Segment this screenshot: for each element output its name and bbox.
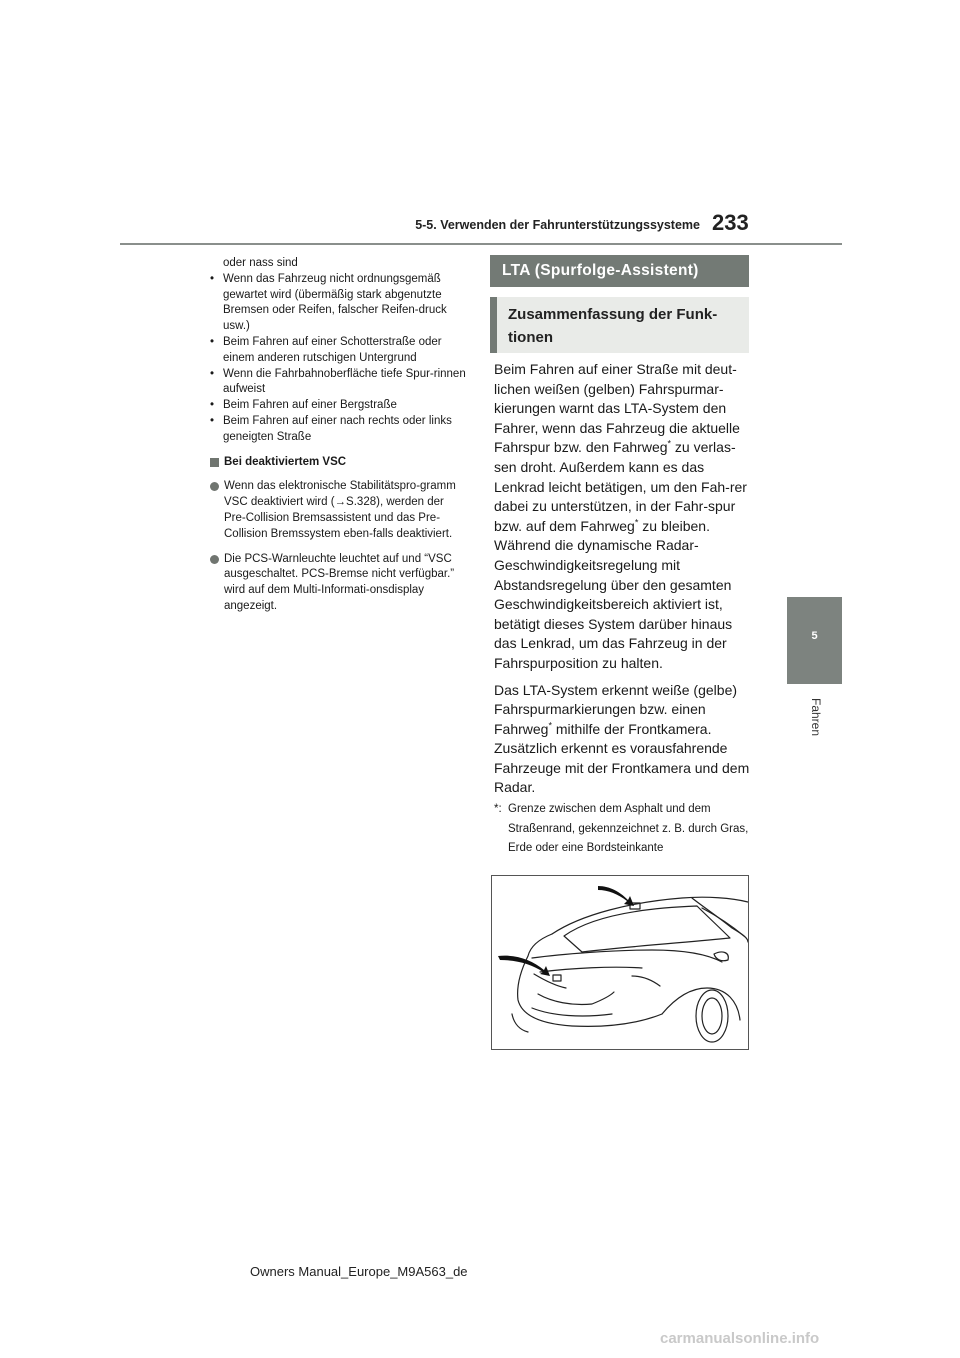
list-item: • Beim Fahren auf einer Bergstraße bbox=[210, 399, 397, 412]
section-heading: Zusammenfassung der Funk-tionen bbox=[490, 297, 749, 353]
note-item: Die PCS-Warnleuchte leuchtet auf und “VSC ausgeschaltet. PCS-Bremse nicht verfügbar.” wird auf dem Multi-Informati-onsdisplay angezeigt. bbox=[210, 552, 468, 615]
list-item: • Beim Fahren auf einer Schotterstraße oder einem anderen rutschigen Untergrund bbox=[210, 335, 442, 364]
paragraph: Das LTA-System erkennt weiße (gelbe) Fahrspurmarkierungen bzw. einen Fahrweg* mithilfe der Frontkamera. Zusätzlich erkennt es vorausfahrende Fahrzeuge mit der Frontkamera und dem Radar. bbox=[494, 681, 750, 796]
header-rule bbox=[120, 243, 842, 245]
footnote: *: Grenze zwischen dem Asphalt und dem Straßenrand, gekennzeichnet z. B. durch Gras, Erde oder eine Bordsteinkante bbox=[494, 803, 749, 854]
body-text bbox=[494, 360, 750, 805]
list-item: • Beim Fahren auf einer nach rechts oder links geneigten Straße bbox=[210, 414, 452, 443]
chapter-tab-label: Fahren bbox=[809, 698, 823, 737]
chapter-tab-number: 5 bbox=[811, 630, 818, 642]
section-banner: LTA (Spurfolge-Assistent) bbox=[490, 255, 749, 287]
continued-text: oder nass sind bbox=[223, 257, 298, 269]
circle-bullet-icon bbox=[210, 482, 219, 491]
note-item: Wenn das elektronische Stabilitätspro-gramm VSC deaktiviert wird (→S.328), werden der Pre-Collision Bremsassistent und das Pre-Collision Bremssystem eben-falls deaktiviert. bbox=[210, 479, 468, 542]
page-number: 233 bbox=[712, 210, 749, 235]
footer-text: Owners Manual_Europe_M9A563_de bbox=[250, 1264, 468, 1279]
running-header-title: 5-5. Verwenden der Fahrunterstützungssysteme bbox=[415, 218, 700, 232]
list-item: • Wenn das Fahrzeug nicht ordnungsgemäß gewartet wird (übermäßig stark abgenutzte Bremsen oder Reifen, falscher Reifen-druck usw.) bbox=[210, 272, 447, 333]
car-sensor-diagram bbox=[492, 876, 748, 1049]
list-item: • Wenn die Fahrbahnoberfläche tiefe Spur-rinnen aufweist bbox=[210, 367, 466, 396]
square-bullet-icon bbox=[210, 458, 219, 467]
circle-bullet-icon bbox=[210, 555, 219, 564]
paragraph: Beim Fahren auf einer Straße mit deut-lichen weißen (gelben) Fahrspurmar-kierungen warnt das LTA-System den Fahrer, wenn das Fahrzeug die aktuelle Fahrspur bzw. den Fahrweg* zu verlas-sen droht. Außerdem kann es das Lenkrad leicht betätigen, um den Fah-rer dabei zu unterstützen, in der Fahr-spur bzw. auf dem Fahrweg* zu bleiben. Während die dynamische Radar-Geschwindigkeitsregelung mit Abstandsregelung über den gesamten Geschwindigkeitsbereich aktiviert ist, betätigt dieses System darüber hinaus das Lenkrad, um das Fahrzeug in der Fahrspurposition zu halten. bbox=[494, 361, 747, 671]
car-illustration bbox=[491, 875, 749, 1050]
subheading: Bei deaktiviertem VSC bbox=[210, 455, 468, 471]
watermark: carmanualsonline.info bbox=[660, 1330, 820, 1347]
left-column bbox=[210, 256, 468, 615]
